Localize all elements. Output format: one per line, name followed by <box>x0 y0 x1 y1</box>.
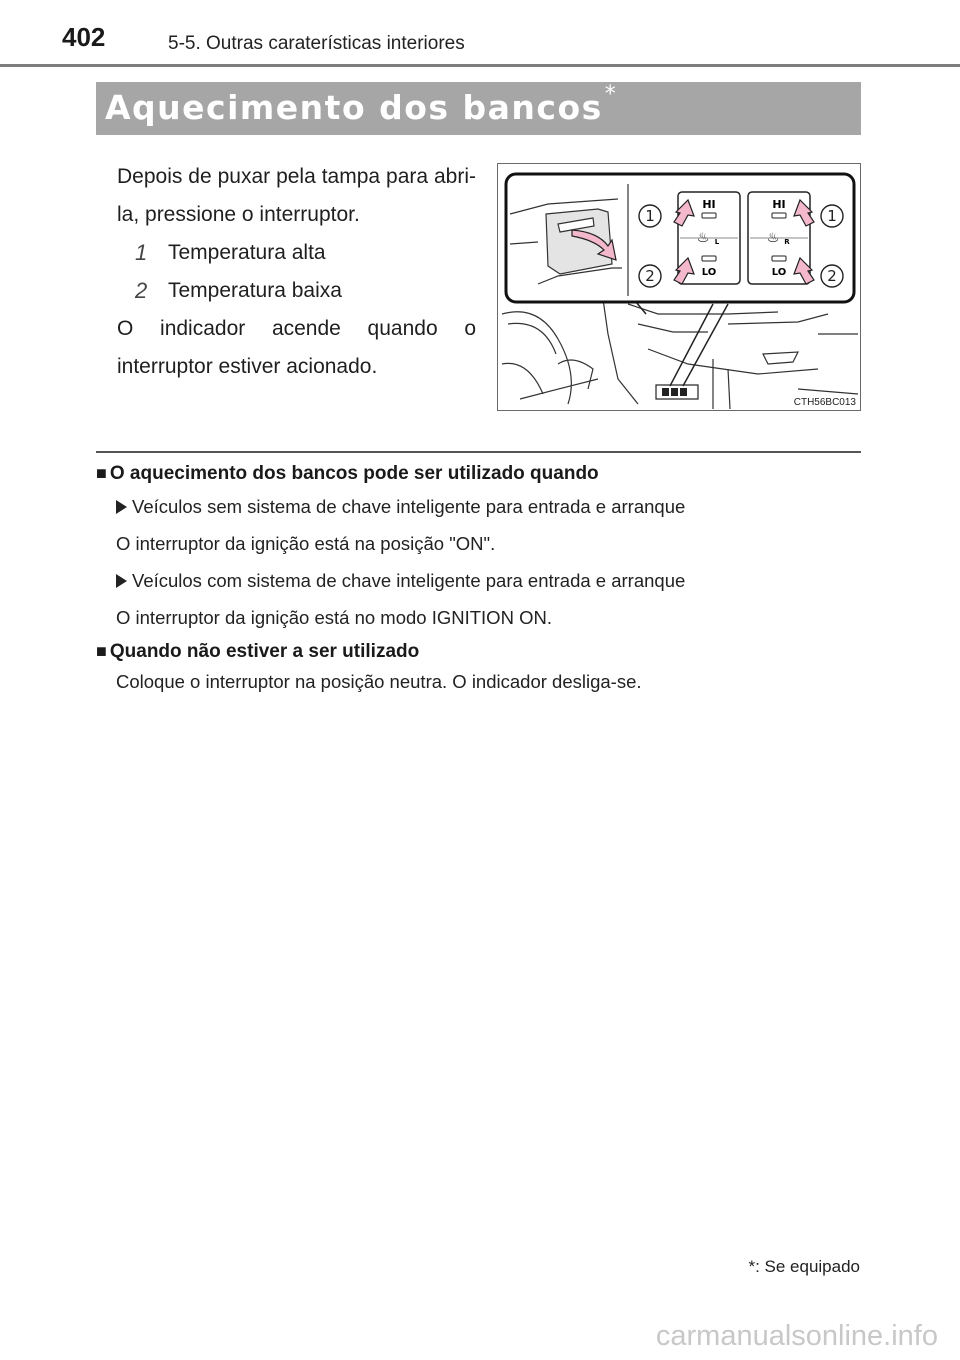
callout-1-right: 1 <box>827 207 837 225</box>
step-1 <box>135 234 476 272</box>
callout-1-left: 1 <box>645 207 655 225</box>
seat-heater-illustration <box>497 163 861 411</box>
intro-paragraph-1: Depois de puxar pela tampa para abri-la, pressione o interruptor. <box>117 165 476 226</box>
note-text-3: Coloque o interruptor na posição neutra. O indicador desliga-se. <box>116 671 642 692</box>
footnote-asterisk: * <box>748 1257 756 1276</box>
note-bullet-2 <box>96 562 861 599</box>
notes-section <box>96 458 861 698</box>
page-number: 402 <box>62 22 106 52</box>
right-hi-label: HI <box>772 198 786 211</box>
figure-code: CTH56BC013 <box>793 397 856 408</box>
right-side-label: R <box>784 238 790 246</box>
step-2 <box>135 272 476 310</box>
left-seat-heat-icon: ♨ <box>696 230 710 246</box>
square-bullet-icon: ■ <box>96 641 107 661</box>
step-1-text: Temperatura alta <box>168 241 326 264</box>
triangle-bullet-icon <box>116 500 127 514</box>
page-title <box>105 82 618 127</box>
step-1-number: 1 <box>135 240 148 265</box>
step-2-text: Temperatura baixa <box>168 279 342 302</box>
title-bar <box>96 82 861 135</box>
switch-location <box>656 385 698 399</box>
intro-paragraph-2: O indicador acende quando o interruptor estiver acionado. <box>117 317 476 378</box>
note-heading-2 <box>96 636 861 666</box>
content-divider <box>96 451 861 453</box>
note-heading-1-text: O aquecimento dos bancos pode ser utilizado quando <box>109 463 599 484</box>
left-hi-label: HI <box>702 198 716 211</box>
note-bullet-1 <box>96 488 861 525</box>
note-text-2: O interruptor da ignição está no modo IGNITION ON. <box>116 607 552 628</box>
header-rule <box>0 64 960 67</box>
footnote <box>748 1257 860 1277</box>
left-side-label: L <box>714 238 720 246</box>
section-path: 5-5. Outras caraterísticas interiores <box>168 33 465 54</box>
note-heading-1 <box>96 458 861 488</box>
note-bullet-2-text: Veículos com sistema de chave inteligente para entrada e arranque <box>132 570 686 591</box>
note-bullet-1-text: Veículos sem sistema de chave inteligente para entrada e arranque <box>132 496 686 517</box>
callout-2-right: 2 <box>827 267 837 285</box>
triangle-bullet-icon <box>116 574 127 588</box>
callout-2-left: 2 <box>645 267 655 285</box>
left-lo-label: LO <box>701 267 717 278</box>
footnote-text: : Se equipado <box>755 1257 860 1276</box>
step-2-number: 2 <box>135 278 148 303</box>
intro-text <box>117 158 476 386</box>
title-asterisk: * <box>604 82 618 107</box>
square-bullet-icon: ■ <box>96 463 107 483</box>
watermark: carmanualsonline.info <box>655 1320 938 1352</box>
note-heading-2-text: Quando não estiver a ser utilizado <box>109 641 420 662</box>
note-text-1: O interruptor da ignição está na posição "ON". <box>116 533 496 554</box>
illustration-svg <box>498 164 861 411</box>
right-seat-heat-icon: ♨ <box>766 230 780 246</box>
page-title-text: Aquecimento dos bancos <box>105 88 603 127</box>
right-lo-label: LO <box>771 267 787 278</box>
